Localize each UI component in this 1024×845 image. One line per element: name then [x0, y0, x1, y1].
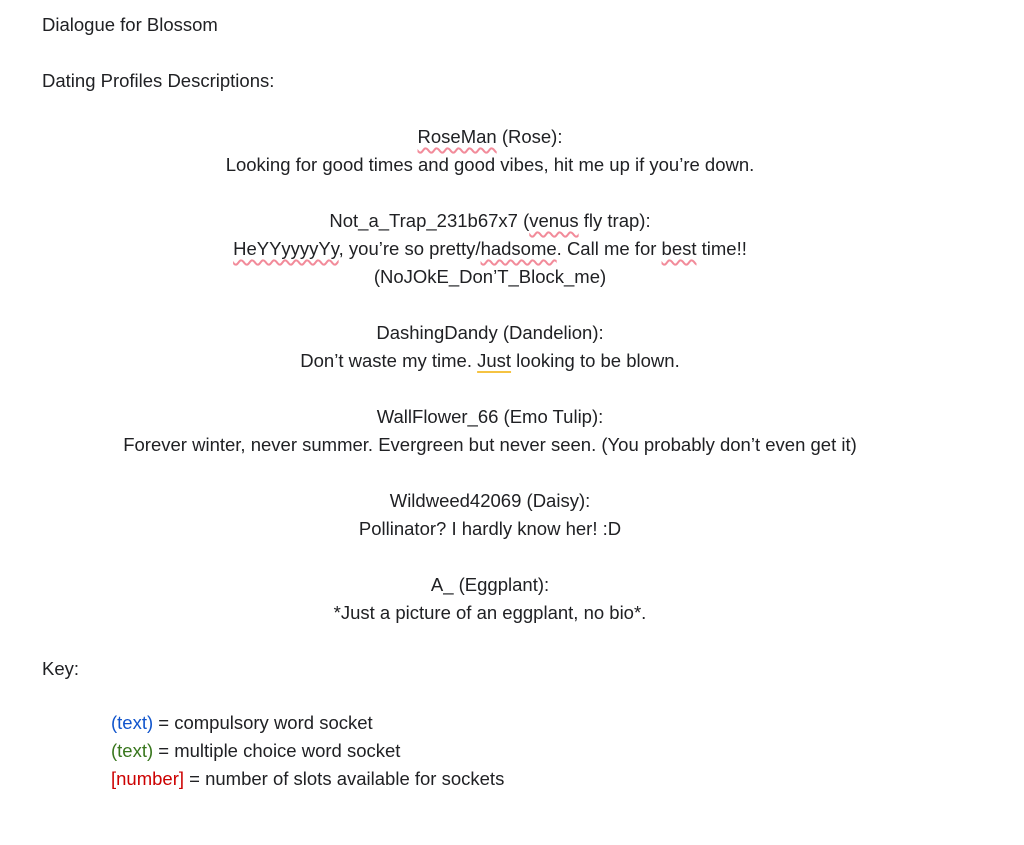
profile-venus-bio — [0, 238, 980, 260]
key-item-multiple-choice — [111, 740, 400, 762]
bio-text: Don’t waste my time. — [300, 350, 478, 371]
key-description: = multiple choice word socket — [153, 740, 401, 761]
profile-daisy-bio: Pollinator? I hardly know her! :D — [358, 518, 622, 539]
misspelled-word[interactable]: HeYYyyyyYy — [233, 238, 339, 259]
profile-species: (Dandelion): — [497, 322, 604, 343]
profile-rose-bio: Looking for good times and good vibes, hit me up if you’re down. — [225, 154, 755, 175]
profile-species-rest: fly trap): — [578, 210, 651, 231]
profile-rose-header — [0, 126, 980, 148]
profile-username: Not_a_Trap_231b67x7 — [329, 210, 518, 231]
profile-username: DashingDandy — [376, 322, 498, 343]
section-heading: Dating Profiles Descriptions: — [42, 70, 275, 91]
profile-species: (Emo Tulip): — [498, 406, 604, 427]
bio-text: , you’re so pretty/ — [338, 238, 481, 259]
profile-dandelion-bio — [0, 350, 980, 372]
profile-species: (Rose): — [496, 126, 563, 147]
key-heading: Key: — [42, 658, 80, 679]
profile-venus-header — [0, 210, 980, 232]
profile-venus-bio-line2: (NoJOkE_Don’T_Block_me) — [373, 266, 607, 287]
profile-eggplant-header — [0, 574, 980, 596]
profile-dandelion-header — [0, 322, 980, 344]
key-item-compulsory — [111, 712, 373, 734]
key-description: = compulsory word socket — [153, 712, 373, 733]
key-description: = number of slots available for sockets — [184, 768, 505, 789]
profile-species: (Eggplant): — [453, 574, 550, 595]
profile-eggplant-bio: *Just a picture of an eggplant, no bio*. — [333, 602, 647, 623]
profile-tulip-header — [0, 406, 980, 428]
grammar-flagged-word[interactable]: Just — [477, 350, 512, 371]
bio-text: . Call me for — [556, 238, 662, 259]
profile-species-open: ( — [517, 210, 530, 231]
profile-species: (Daisy): — [521, 490, 591, 511]
key-item-slots — [111, 768, 504, 790]
profile-tulip-bio: Forever winter, never summer. Evergreen but never seen. (You probably don’t even get it) — [123, 434, 857, 455]
key-marker-red: [number] — [111, 768, 185, 789]
misspelled-word[interactable]: venus — [529, 210, 579, 231]
misspelled-word[interactable]: best — [661, 238, 697, 259]
bio-text: looking to be blown. — [511, 350, 680, 371]
bio-text: time!! — [696, 238, 747, 259]
key-marker-green: (text) — [111, 740, 154, 761]
document-title: Dialogue for Blossom — [42, 14, 218, 35]
profile-daisy-header — [0, 490, 980, 512]
key-marker-blue: (text) — [111, 712, 154, 733]
profile-username: Wildweed42069 — [389, 490, 522, 511]
profile-username[interactable]: RoseMan — [417, 126, 497, 147]
profile-username: A_ — [430, 574, 454, 595]
profile-username: WallFlower_66 — [376, 406, 499, 427]
misspelled-word[interactable]: hadsome — [480, 238, 557, 259]
